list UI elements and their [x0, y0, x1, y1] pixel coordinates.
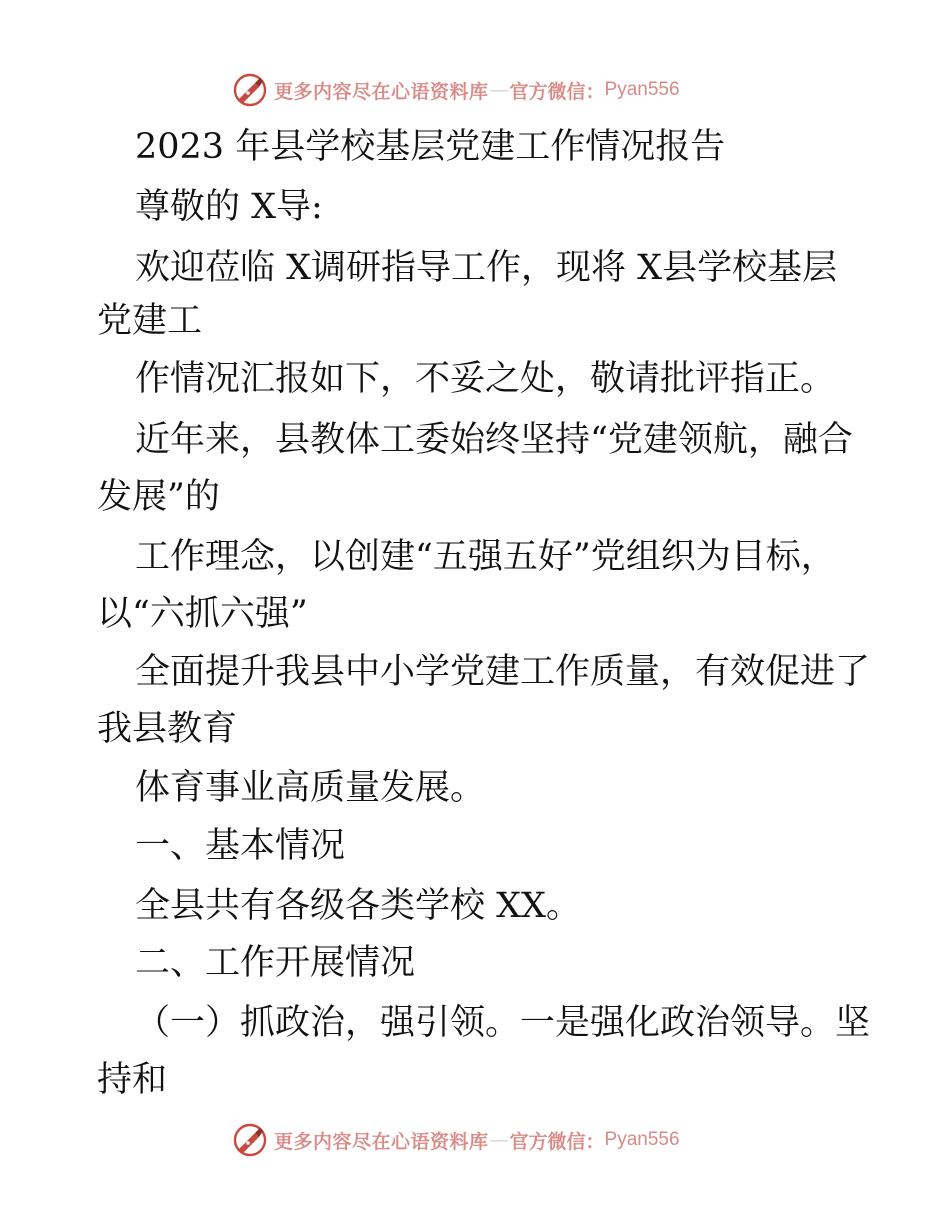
paragraph-line: 体育事业高质量发展。: [135, 768, 486, 808]
paragraph-line: 持和: [97, 1060, 168, 1100]
watermark-separator: —: [489, 79, 509, 101]
section-heading: 二、工作开展情况: [135, 943, 416, 983]
section-heading: 一、基本情况: [135, 826, 346, 866]
paragraph-line: 工作理念，以创建“五强五好”党组织为目标，: [135, 537, 836, 577]
paragraph-line: 近年来，县教体工委始终坚持“党建领航，融合: [135, 420, 853, 460]
paragraph-line: 全面提升我县中小学党建工作质量，有效促进了: [135, 652, 871, 692]
watermark-separator: —: [489, 1129, 509, 1151]
paragraph-line: 发展”的: [97, 477, 220, 517]
watermark-wechat-id: Pyan556: [604, 79, 680, 100]
salutation: 尊敬的 X导:: [135, 187, 323, 227]
watermark-text: 更多内容尽在心语资料库: [274, 1130, 489, 1153]
paragraph-line: 全县共有各级各类学校 XX。: [135, 886, 581, 926]
watermark-footer: [232, 1120, 680, 1160]
watermark-header: [232, 70, 680, 110]
paragraph-line: 我县教育: [97, 709, 238, 749]
paragraph-line: 党建工: [97, 301, 203, 341]
paragraph-line: 欢迎莅临 X调研指导工作，现将 X县学校基层: [135, 248, 838, 288]
paragraph-line: （一）抓政治，强引领。一是强化政治领导。坚: [135, 1003, 871, 1043]
watermark-wechat-label: 官方微信：: [509, 1130, 605, 1153]
watermark-wechat-id: Pyan556: [604, 1129, 680, 1150]
pen-nib-logo-icon: [232, 72, 268, 108]
paragraph-line: 作情况汇报如下，不妥之处，敬请批评指正。: [135, 359, 836, 399]
document-title: 2023 年县学校基层党建工作情况报告: [135, 127, 726, 167]
paragraph-line: 以“六抓六强”: [97, 594, 308, 634]
watermark-text: 更多内容尽在心语资料库: [274, 80, 489, 103]
pen-nib-logo-icon: [232, 1122, 268, 1158]
watermark-wechat-label: 官方微信：: [509, 80, 605, 103]
